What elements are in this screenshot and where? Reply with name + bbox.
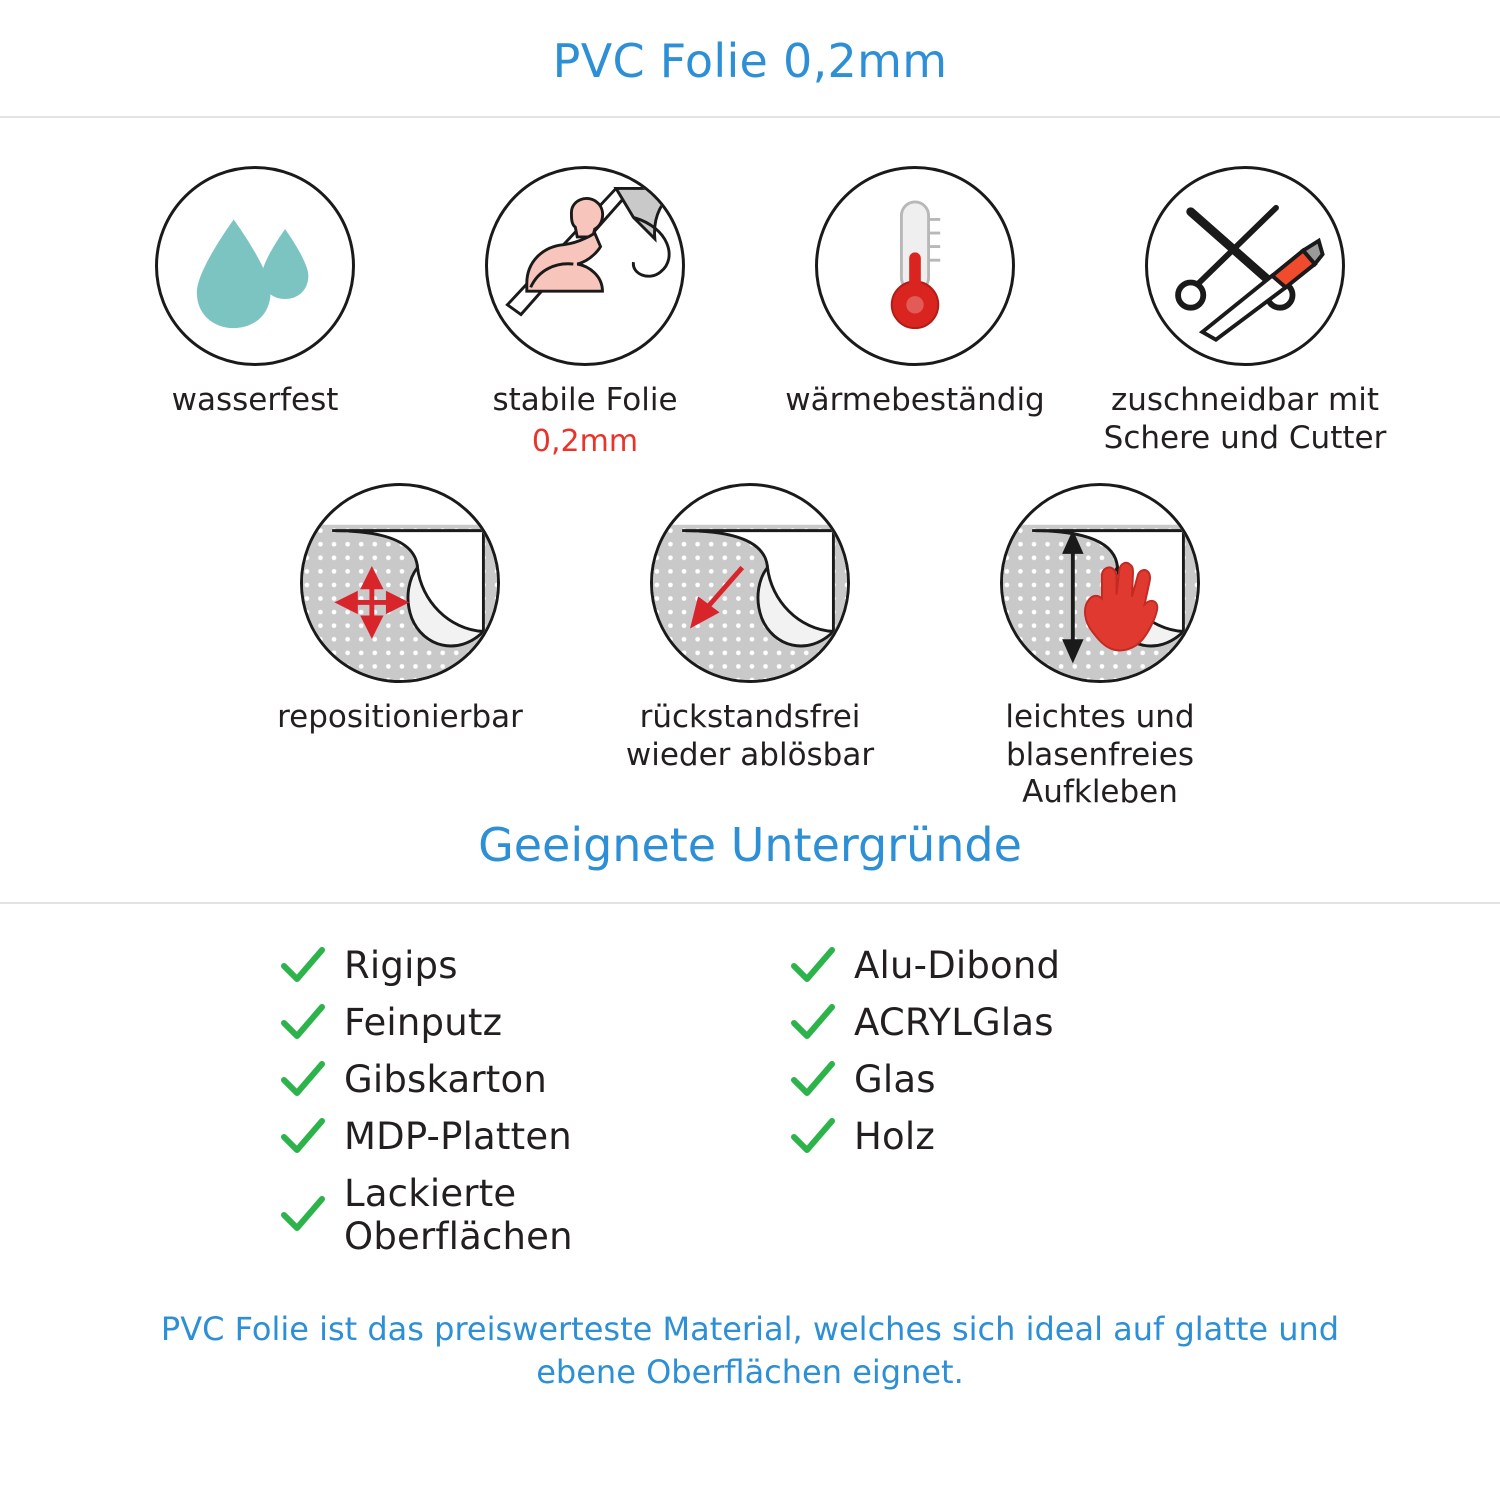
scissors-cutter-icon (1145, 166, 1345, 366)
feature-label: repositionierbar (277, 698, 523, 735)
check-icon (280, 1003, 326, 1043)
feature-label: stabile Folie (492, 382, 678, 418)
list-item-label: ACRYLGlas (854, 1001, 1054, 1045)
surfaces-title: Geeignete Untergründe (478, 818, 1022, 873)
feature-label: leichtes und blasenfreies Aufkleben (1005, 698, 1195, 811)
list-item (280, 1172, 750, 1258)
check-icon (790, 946, 836, 986)
list-item (280, 1115, 750, 1158)
check-icon (790, 1060, 836, 1100)
check-icon (790, 1117, 836, 1157)
peel-off-arrow-glyph (653, 486, 847, 680)
features-row-1 (30, 166, 1470, 459)
feature-label: wärmebeständig (785, 382, 1045, 418)
feature-rueckstandsfrei (575, 483, 925, 775)
footer-note: PVC Folie ist das preiswerteste Material, welches sich ideal auf glatte und ebene Oberflächen eignet. (160, 1310, 1340, 1392)
check-icon (280, 1060, 326, 1100)
list-item-label: Feinputz (344, 1001, 503, 1045)
strong-arm-film-glyph (488, 169, 682, 363)
thermometer-glyph (818, 169, 1012, 363)
hand-smoothing-glyph (1003, 486, 1197, 680)
feature-waermebestaendig (750, 166, 1080, 420)
title-divider (0, 116, 1500, 118)
list-item-label: Rigips (344, 944, 458, 988)
feature-repositionierbar (225, 483, 575, 737)
water-drops-icon (155, 166, 355, 366)
feature-sublabel: 0,2mm (531, 423, 639, 459)
scissors-cutter-glyph (1148, 169, 1342, 363)
feature-wasserfest (90, 166, 420, 420)
list-item (790, 1058, 1350, 1101)
list-item (280, 1058, 750, 1101)
check-icon (280, 946, 326, 986)
hand-smoothing-icon (1000, 483, 1200, 683)
feature-zuschneidbar (1080, 166, 1410, 458)
list-item (280, 944, 750, 987)
list-item-label: Holz (854, 1115, 935, 1159)
reposition-arrows-icon (300, 483, 500, 683)
feature-label: rückstandsfrei wieder ablösbar (625, 698, 875, 773)
page-title: PVC Folie 0,2mm (552, 34, 948, 88)
surfaces-checklist (0, 904, 1500, 1272)
water-drops-glyph (158, 169, 352, 363)
check-icon (280, 1117, 326, 1157)
feature-blasenfreies-aufkleben (925, 483, 1275, 812)
check-icon (790, 1003, 836, 1043)
features-row-2 (30, 483, 1470, 812)
features-section (0, 166, 1500, 812)
reposition-arrows-glyph (303, 486, 497, 680)
feature-label: wasserfest (171, 382, 339, 418)
surfaces-column-left (150, 944, 750, 1272)
list-item (790, 944, 1350, 987)
feature-stabile-folie (420, 166, 750, 459)
list-item-label: Glas (854, 1058, 936, 1102)
list-item (790, 1115, 1350, 1158)
list-item-label: Alu-Dibond (854, 944, 1061, 988)
list-item-label: Gibskarton (344, 1058, 547, 1102)
feature-label: zuschneidbar mit Schere und Cutter (1103, 382, 1387, 456)
peel-off-arrow-icon (650, 483, 850, 683)
list-item (280, 1001, 750, 1044)
thermometer-icon (815, 166, 1015, 366)
list-item (790, 1001, 1350, 1044)
surfaces-column-right (750, 944, 1350, 1272)
check-icon (280, 1195, 326, 1235)
list-item-label: Lackierte Oberflächen (344, 1172, 573, 1259)
list-item-label: MDP-Platten (344, 1115, 572, 1159)
strong-arm-film-icon (485, 166, 685, 366)
